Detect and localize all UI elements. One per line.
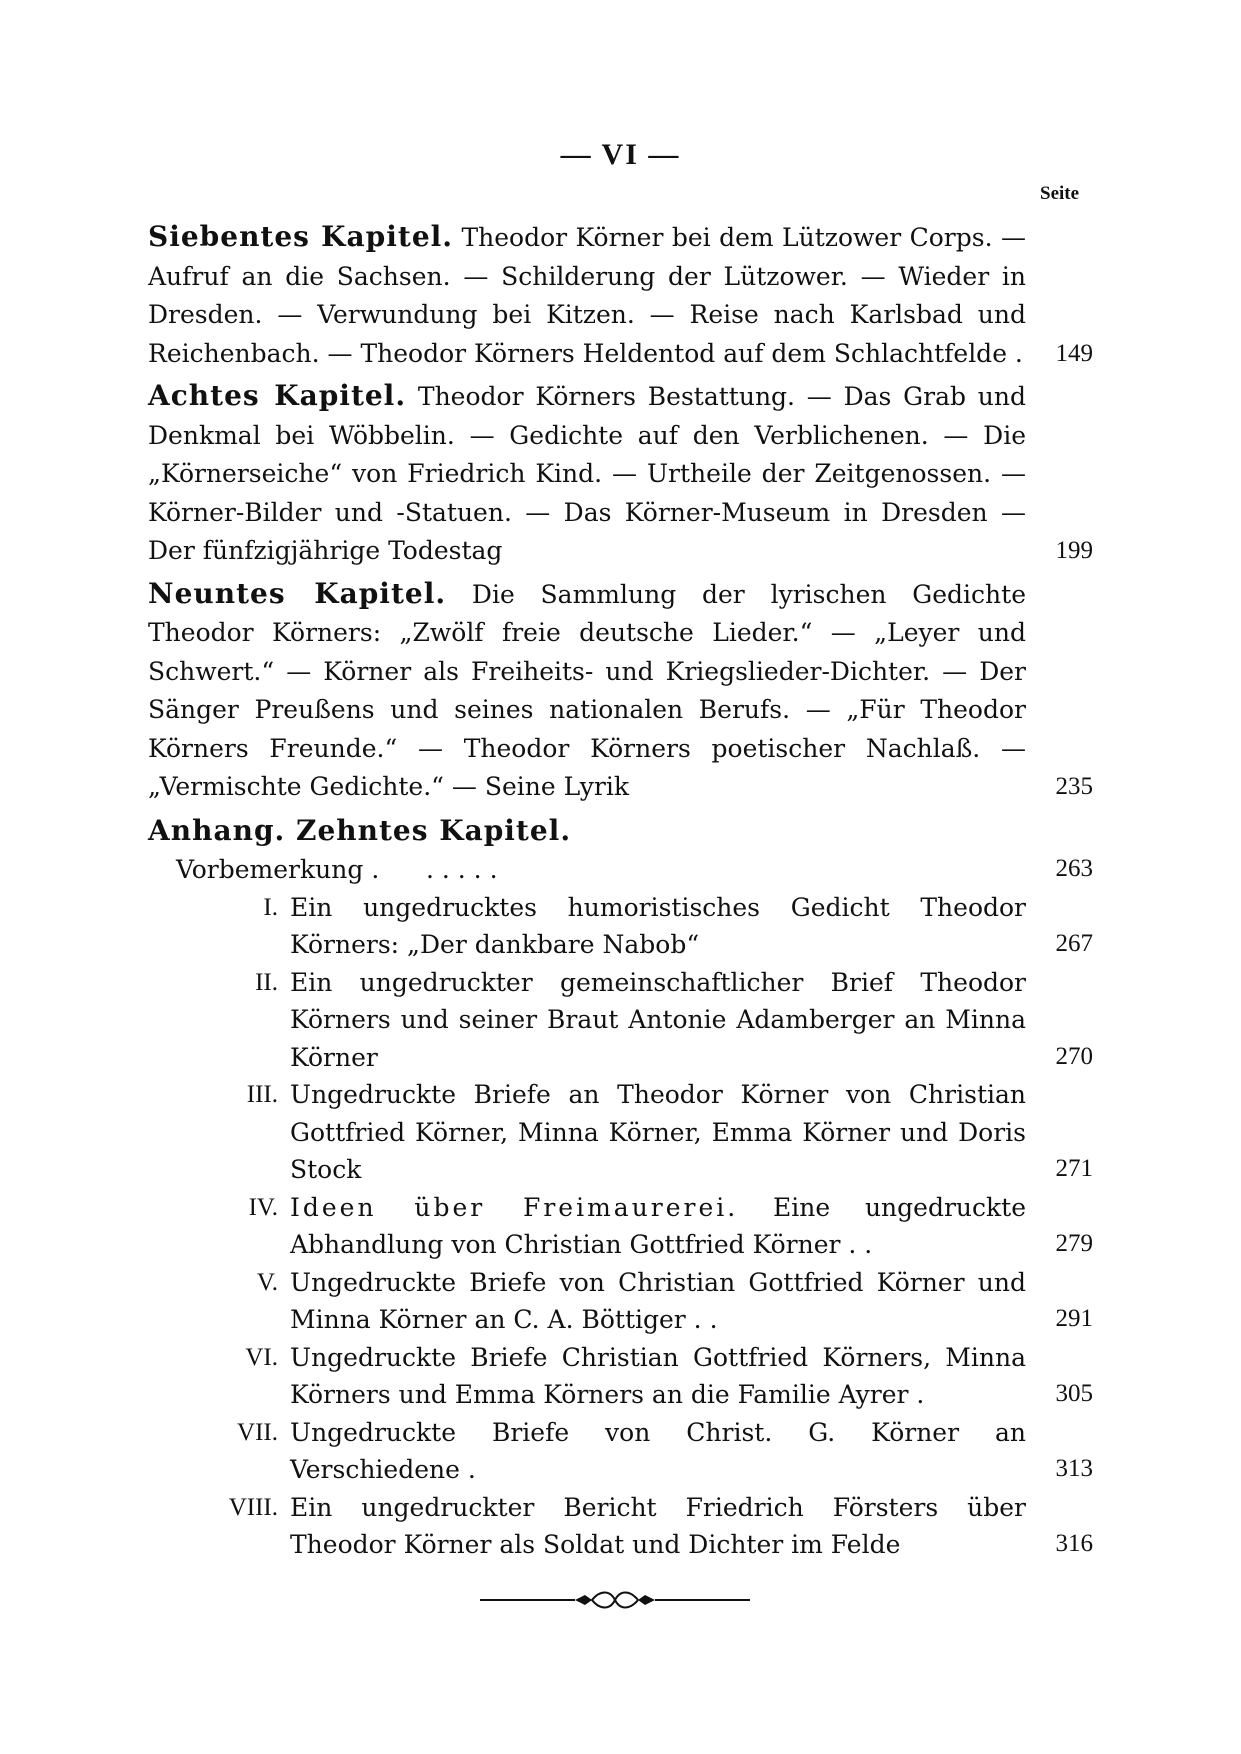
appendix-item-text: Ein ungedruckter gemeinschaftlicher Brief Theodor Körners und seiner Braut Antonie Adamberger an Minna Körner <box>290 967 1026 1072</box>
table-of-contents <box>148 218 1093 1564</box>
roman-numeral: VI. <box>245 1343 278 1371</box>
chapter-entry-9 <box>148 575 1093 807</box>
appendix-item-7 <box>148 1414 1093 1489</box>
chapter-entry-text <box>148 575 1026 807</box>
appendix-heading: Anhang. Zehntes Kapitel. <box>148 813 572 847</box>
page-number: 270 <box>1055 1042 1093 1070</box>
end-ornament-icon <box>480 1590 750 1610</box>
page-number: 291 <box>1055 1305 1093 1332</box>
leader-dots: . . . . . <box>426 854 498 884</box>
page-number: 235 <box>1055 773 1093 800</box>
appendix-item-text: Ungedruckte Briefe an Theodor Körner von Christian Gottfried Körner, Minna Körner, Emma Körner und Doris Stock <box>290 1080 1026 1184</box>
chapter-entry-text <box>148 218 1026 373</box>
page-number: 305 <box>1055 1380 1093 1407</box>
appendix-item-2 <box>148 964 1093 1077</box>
roman-numeral: III. <box>246 1081 278 1108</box>
appendix-item-6 <box>148 1339 1093 1414</box>
chapter-entry-7 <box>148 218 1093 373</box>
chapter-entry-text <box>148 377 1026 571</box>
appendix-item-text <box>290 1189 1026 1264</box>
page-number: 267 <box>1055 930 1093 957</box>
chapter-entry-8 <box>148 377 1093 571</box>
roman-numeral: V. <box>256 1268 278 1296</box>
appendix-item-1 <box>148 889 1093 964</box>
seite-column-label: Seite <box>1040 183 1080 204</box>
appendix-item-5 <box>148 1264 1093 1339</box>
spaced-title: Ideen über Freimaurerei. <box>290 1192 739 1222</box>
appendix-item-text: Ein ungedruckter Bericht Friedrich Försters über Theodor Körner als Soldat und Dichter im Felde <box>290 1492 1026 1559</box>
roman-numeral: VII. <box>237 1418 278 1446</box>
page-number: 271 <box>1055 1155 1093 1182</box>
chapter-summary: Die Sammlung der lyrischen Gedichte Theodor Körners: „Zwölf freie deutsche Lieder.“ — „Leyer und Schwert.“ — Körner als Freiheits- und Kriegslieder-Dichter. — Der Sänger Preußens und seines nationalen Berufs. — „Für Theodor Körners Freunde.“ — Theodor Körners poetischer Nachlaß. — „Vermischte Gedichte.“ — Seine Lyrik <box>148 579 1026 801</box>
roman-numeral: I. <box>263 893 278 921</box>
chapter-heading: Achtes Kapitel. <box>148 379 407 412</box>
roman-numeral: VIII. <box>228 1493 278 1521</box>
chapter-heading: Neuntes Kapitel. <box>148 576 447 610</box>
page-number: 149 <box>1055 339 1093 367</box>
page-number: 263 <box>1055 855 1093 882</box>
roman-numeral: IV. <box>248 1193 278 1221</box>
chapter-summary: Theodor Körners Bestattung. — Das Grab und Denkmal bei Wöbbelin. — Gedichte auf den Verblichenen. — Die „Körnerseiche“ von Friedrich Kind. — Urtheile der Zeitgenossen. — Körner-Bilder und -Statuen. — Das Körner-Museum in Dresden — Der fünfzigjährige Todestag <box>148 382 1027 565</box>
page-header: — VI — <box>560 138 681 171</box>
preface-entry <box>176 851 1093 889</box>
page-number: 199 <box>1055 537 1093 564</box>
chapter-heading: Siebentes Kapitel. <box>148 220 454 253</box>
appendix-item-text: Ungedruckte Briefe von Christian Gottfried Körner und Minna Körner an C. A. Böttiger . . <box>290 1267 1026 1334</box>
page-number: 279 <box>1055 1230 1093 1257</box>
appendix-item-3 <box>148 1076 1093 1189</box>
page-number: 316 <box>1055 1530 1093 1557</box>
appendix-item-text: Ein ungedrucktes humoristisches Gedicht Theodor Körners: „Der dankbare Nabob“ <box>290 892 1026 959</box>
appendix-item-text: Ungedruckte Briefe Christian Gottfried Körners, Minna Körners und Emma Körners an die Familie Ayrer . <box>290 1342 1026 1409</box>
appendix-item-8 <box>148 1489 1093 1564</box>
page-number: 313 <box>1055 1455 1093 1482</box>
item-description: Eine ungedruckte Abhandlung von Christian Gottfried Körner . . <box>290 1192 1026 1259</box>
appendix-item-4 <box>148 1189 1093 1264</box>
appendix-item-text: Ungedruckte Briefe von Christ. G. Körner an Verschiedene . <box>290 1417 1026 1484</box>
preface-label: Vorbemerkung . <box>176 854 380 884</box>
chapter-summary: Theodor Körner bei dem Lützower Corps. — Aufruf an die Sachsen. — Schilderung der Lützower. — Wieder in Dresden. — Verwundung bei Kitzen. — Reise nach Karlsbad und Reichenbach. — Theodor Körners Heldentod auf dem Schlachtfelde . <box>148 223 1026 368</box>
roman-numeral: II. <box>255 968 278 996</box>
